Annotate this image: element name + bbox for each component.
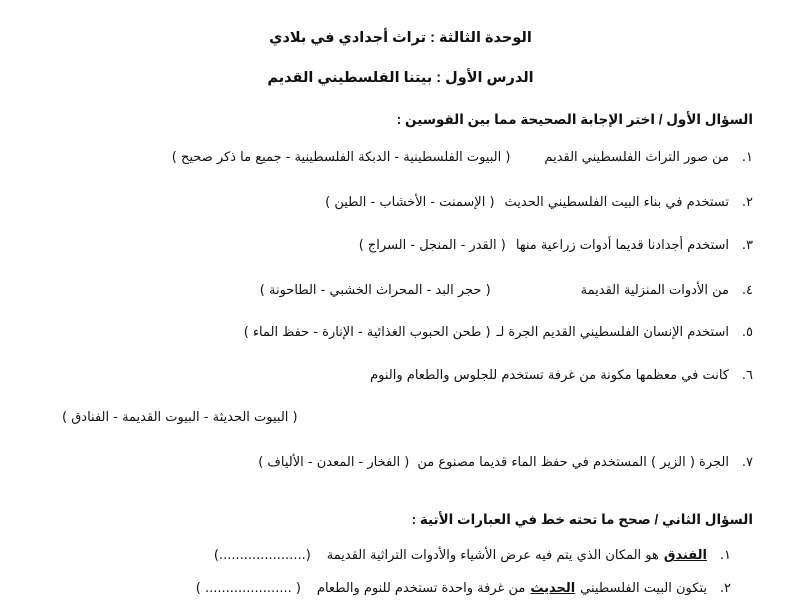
answer-blank[interactable]: ( ..................... ) [195, 581, 301, 596]
item-number: ٢. [719, 581, 731, 596]
question-2-heading: السؤال الثاني / صحح ما تحته خط في العبارات الأتية : [411, 512, 753, 527]
item-pre-text: يتكون البيت الفلسطيني [580, 581, 707, 596]
item-number: ٧. [741, 455, 753, 470]
lesson-title: الدرس الأول : بيتنا الفلسطيني القديم [267, 70, 534, 86]
item-number: ١. [719, 548, 731, 563]
item-options: ( حجر البد - المحراث الخشبي - الطاحونة ) [259, 283, 491, 298]
unit-title: الوحدة الثالثة : تراث أجدادي في بلادي [269, 30, 532, 46]
q1-item-5 [244, 325, 753, 340]
underlined-word: الفندق [663, 548, 707, 563]
q2-item-1 [214, 548, 731, 563]
q1-item-7 [258, 455, 753, 470]
q1-item-6-options: ( البيوت الحديثة - البيوت القديمة - الفنادق ) [62, 410, 298, 425]
item-options: ( الفخار - المعدن - الألياف ) [258, 455, 410, 470]
q1-item-2 [325, 195, 753, 210]
item-options: ( طحن الحبوب الغذائية - الإنارة - حفظ الماء ) [243, 325, 491, 340]
item-text: كانت في معظمها مكونة من غرفة تستخدم للجلوس والطعام والنوم [370, 368, 729, 383]
answer-blank[interactable]: (.....................) [213, 548, 311, 563]
item-text: الجرة ( الزير ) المستخدم في حفظ الماء قديما مصنوع من [417, 455, 729, 470]
question-1-heading: السؤال الأول / اختر الإجابة الصحيحة مما بين القوسين : [396, 112, 753, 127]
underlined-word: الحديث [530, 581, 576, 596]
item-text: من غرفة واحدة تستخدم للنوم والطعام [316, 581, 526, 596]
q1-item-6 [370, 368, 753, 383]
q1-item-4 [260, 283, 753, 298]
item-text: من صور التراث الفلسطيني القديم [544, 150, 729, 165]
item-text: هو المكان الذي يتم فيه عرض الأشياء والأدوات التراثية القديمة [326, 548, 659, 563]
q1-item-1 [172, 150, 753, 165]
item-options: ( البيوت الفلسطينية - الدبكة الفلسطينية - جميع ما ذكر صحيح ) [171, 150, 511, 165]
item-options: ( الإسمنت - الأخشاب - الطين ) [325, 195, 495, 210]
item-text: استخدم الإنسان الفلسطيني القديم الجرة لـ [496, 325, 729, 340]
item-number: ٣. [741, 238, 753, 253]
item-text: تستخدم في بناء البيت الفلسطيني الحديث [504, 195, 729, 210]
item-number: ٥. [741, 325, 753, 340]
item-number: ٤. [741, 283, 753, 298]
item-text: من الأدوات المنزلية القديمة [580, 283, 729, 298]
item-options: ( القدر - المنجل - السراج ) [358, 238, 506, 253]
item-text: استخدم أجدادنا قديما أدوات زراعية منها [515, 238, 729, 253]
q2-item-2 [196, 581, 731, 596]
item-number: ٦. [741, 368, 753, 383]
q1-item-3 [359, 238, 753, 253]
item-number: ١. [741, 150, 753, 165]
item-number: ٢. [741, 195, 753, 210]
